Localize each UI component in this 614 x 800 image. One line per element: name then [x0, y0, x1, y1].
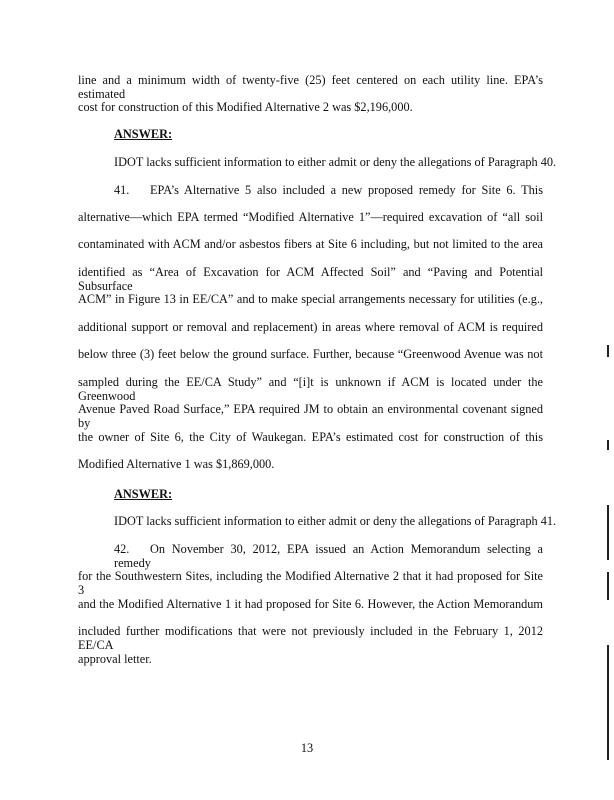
paragraph-number: 42. — [114, 542, 130, 556]
body-line: below three (3) feet below the ground surface. Further, because “Greenwood Avenue was not — [78, 347, 543, 361]
body-line: EPA’s Alternative 5 also included a new proposed remedy for Site 6. This — [150, 183, 543, 197]
paragraph-number: 41. — [114, 183, 130, 197]
body-line: contaminated with ACM and/or asbestos fibers at Site 6 including, but not limited to the area — [78, 237, 543, 251]
body-line: and the Modified Alternative 1 it had proposed for Site 6. However, the Action Memorandum — [78, 597, 543, 611]
body-line: identified as “Area of Excavation for ACM Affected Soil” and “Paving and Potential Subsurface — [78, 265, 543, 293]
body-line: Modified Alternative 1 was $1,869,000. — [78, 457, 275, 471]
body-line: Avenue Paved Road Surface,” EPA required JM to obtain an environmental covenant signed by — [78, 402, 543, 430]
body-line: the owner of Site 6, the City of Waukegan. EPA’s estimated cost for construction of this — [78, 430, 543, 444]
page-number: 13 — [300, 741, 314, 755]
scan-edge-mark — [607, 505, 609, 560]
scan-edge-mark — [607, 645, 609, 760]
body-line: line and a minimum width of twenty-five (25) feet centered on each utility line. EPA’s estimated — [78, 73, 543, 101]
answer-heading: ANSWER: — [114, 127, 173, 141]
body-line: for the Southwestern Sites, including the Modified Alternative 2 that it had proposed for Site 3 — [78, 569, 543, 597]
body-line: ACM” in Figure 13 in EE/CA” and to make special arrangements necessary for utilities (e.g., — [78, 292, 543, 306]
scan-edge-mark — [607, 572, 609, 600]
paragraph-42-first-line — [114, 542, 543, 570]
body-line: alternative—which EPA termed “Modified Alternative 1”—required excavation of “all soil — [78, 210, 543, 224]
answer-heading: ANSWER: — [114, 487, 173, 501]
scan-edge-mark — [607, 440, 609, 450]
scan-edge-mark — [607, 345, 609, 357]
body-line: included further modifications that were not previously included in the February 1, 2012 EE/CA — [78, 624, 543, 652]
paragraph-41-first-line — [114, 183, 543, 197]
answer-text: IDOT lacks sufficient information to either admit or deny the allegations of Paragraph 40. — [114, 155, 557, 169]
answer-text: IDOT lacks sufficient information to either admit or deny the allegations of Paragraph 41. — [114, 514, 557, 528]
body-line: sampled during the EE/CA Study” and “[i]t is unknown if ACM is located under the Greenwood — [78, 375, 543, 403]
body-line: cost for construction of this Modified Alternative 2 was $2,196,000. — [78, 100, 413, 114]
body-line: approval letter. — [78, 652, 152, 666]
body-line: additional support or removal and replacement) in areas where removal of ACM is required — [78, 320, 543, 334]
body-line: On November 30, 2012, EPA issued an Action Memorandum selecting a remedy — [114, 542, 543, 570]
